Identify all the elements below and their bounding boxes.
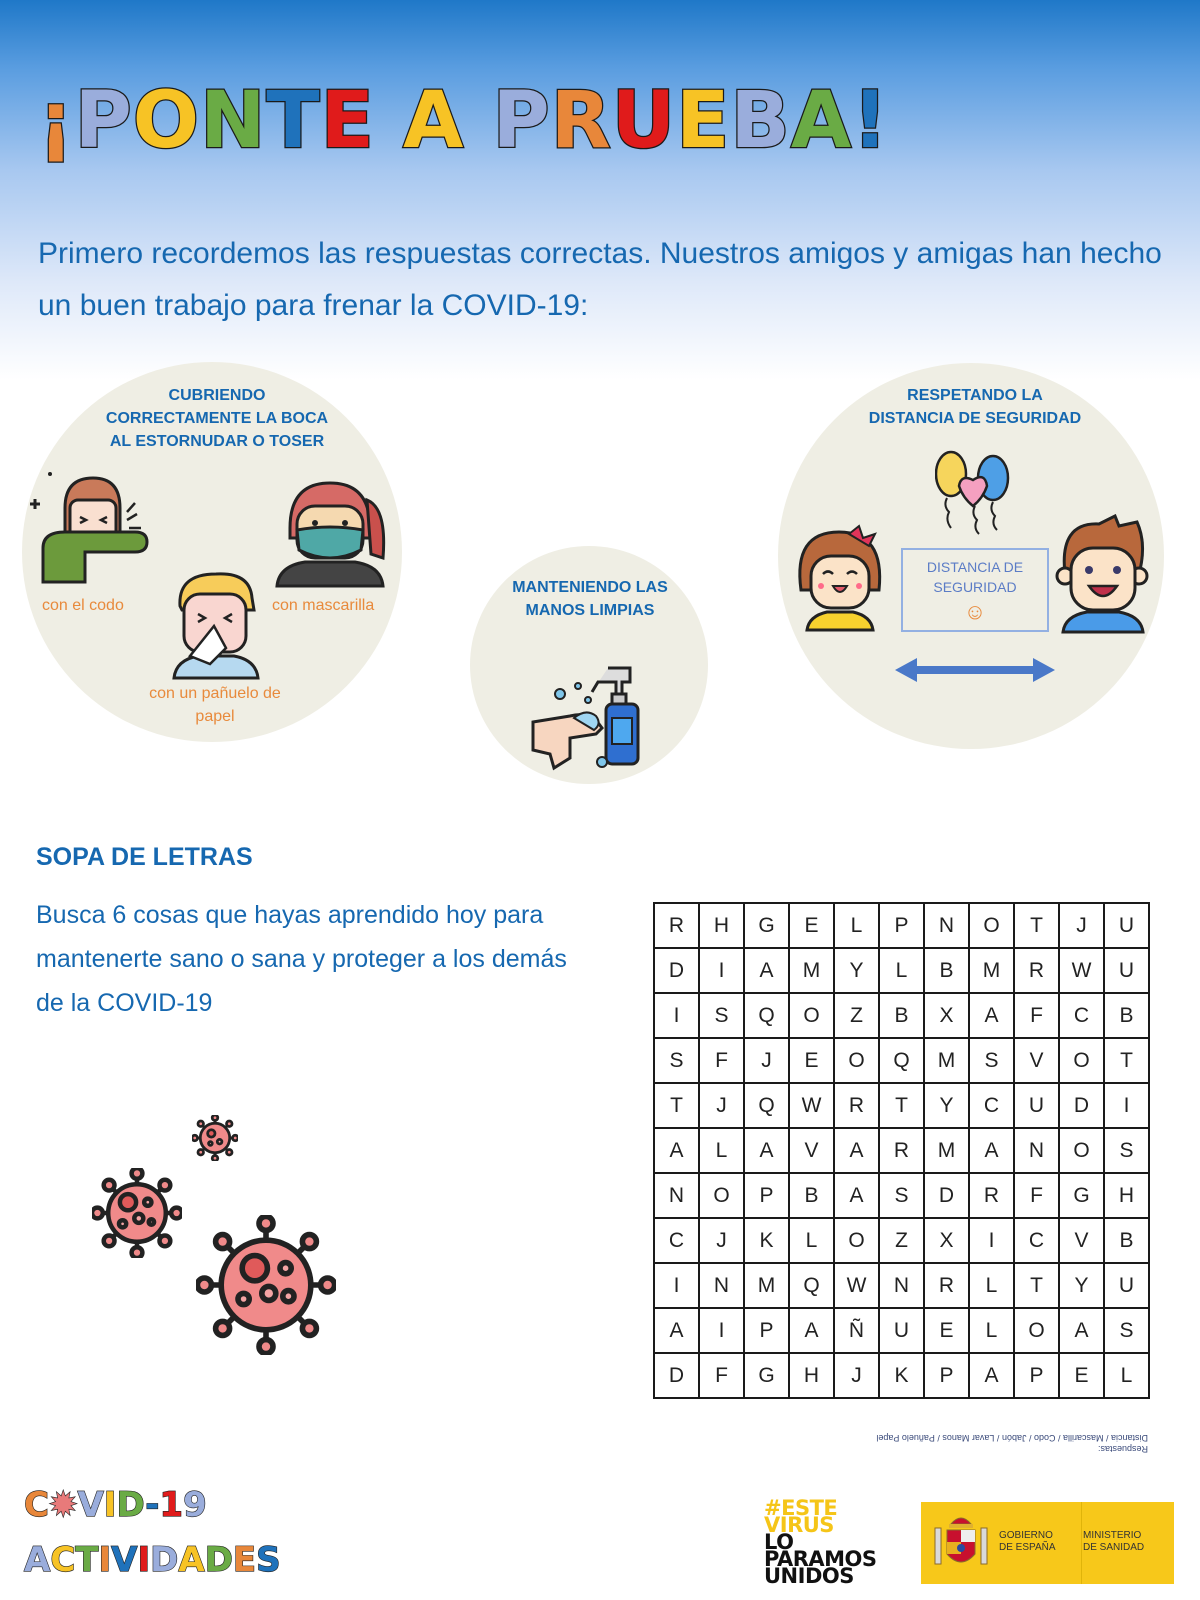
grid-cell[interactable]: R [924, 1263, 969, 1308]
grid-cell[interactable]: N [699, 1263, 744, 1308]
covid-logo-letter: V [77, 1485, 104, 1525]
grid-row [654, 1173, 1149, 1218]
grid-cell[interactable]: A [654, 1128, 699, 1173]
actividades-letter: A [178, 1540, 205, 1580]
grid-cell[interactable]: U [1104, 903, 1149, 948]
title-letter: A [403, 76, 465, 166]
grid-cell[interactable]: O [834, 1038, 879, 1083]
virus-icon-large [196, 1215, 336, 1355]
title-letter: T [266, 76, 321, 166]
grid-cell[interactable]: T [879, 1083, 924, 1128]
grid-cell[interactable]: A [834, 1173, 879, 1218]
gobierno-espana-text: GOBIERNO DE ESPAÑA [999, 1530, 1056, 1553]
grid-cell[interactable]: K [744, 1218, 789, 1263]
grid-cell[interactable]: L [834, 903, 879, 948]
gobierno-espana-ministerio-sanidad-logo [921, 1502, 1174, 1584]
grid-cell[interactable]: M [789, 948, 834, 993]
grid-cell[interactable]: F [699, 1353, 744, 1398]
smiley-icon: ☺ [963, 599, 987, 624]
grid-cell[interactable]: J [834, 1353, 879, 1398]
caption-mask: con mascarilla [272, 597, 375, 614]
grid-row [654, 1263, 1149, 1308]
handwash-soap-icon [530, 660, 650, 772]
grid-cell[interactable]: F [1014, 1173, 1059, 1218]
actividades-logo [24, 1540, 281, 1580]
grid-cell[interactable]: P [744, 1173, 789, 1218]
caption-tissue: con un pañuelo de papel [149, 685, 281, 725]
grid-row [654, 1353, 1149, 1398]
grid-cell[interactable]: N [924, 903, 969, 948]
grid-cell[interactable]: R [654, 903, 699, 948]
grid-cell[interactable]: S [699, 993, 744, 1038]
grid-cell[interactable]: L [879, 948, 924, 993]
grid-cell[interactable]: Y [924, 1083, 969, 1128]
title-letter: N [200, 76, 267, 166]
covid-logo-letter: 1 [159, 1485, 184, 1525]
grid-cell[interactable]: A [969, 993, 1014, 1038]
grid-cell[interactable]: R [879, 1128, 924, 1173]
grid-cell[interactable]: S [879, 1173, 924, 1218]
grid-cell[interactable]: P [924, 1353, 969, 1398]
double-arrow-icon [895, 658, 1055, 682]
grid-cell[interactable]: O [1059, 1038, 1104, 1083]
title-letter: P [492, 76, 551, 166]
grid-cell[interactable]: T [1014, 1263, 1059, 1308]
grid-cell[interactable]: G [744, 903, 789, 948]
covid-logo-letter: D [116, 1485, 146, 1525]
grid-cell[interactable]: H [789, 1353, 834, 1398]
grid-cell[interactable]: A [789, 1308, 834, 1353]
grid-cell[interactable]: S [1104, 1308, 1149, 1353]
title-letter [464, 76, 492, 166]
grid-row [654, 1083, 1149, 1128]
grid-cell[interactable]: J [699, 1083, 744, 1128]
grid-cell[interactable]: W [789, 1083, 834, 1128]
grid-cell[interactable]: D [924, 1173, 969, 1218]
grid-cell[interactable]: Q [744, 993, 789, 1038]
grid-cell[interactable]: H [699, 903, 744, 948]
grid-cell[interactable]: G [1059, 1173, 1104, 1218]
grid-cell[interactable]: S [1104, 1128, 1149, 1173]
grid-cell[interactable]: B [1104, 1218, 1149, 1263]
grid-cell[interactable]: O [789, 993, 834, 1038]
grid-cell[interactable]: L [969, 1263, 1014, 1308]
grid-cell[interactable]: M [924, 1038, 969, 1083]
grid-cell[interactable]: M [744, 1263, 789, 1308]
title-letter: E [320, 76, 375, 166]
grid-cell[interactable]: T [1104, 1038, 1149, 1083]
gob-divider [1081, 1502, 1082, 1584]
grid-cell[interactable]: O [1014, 1308, 1059, 1353]
actividades-letter: C [50, 1540, 76, 1580]
grid-cell[interactable]: D [654, 948, 699, 993]
grid-cell[interactable]: J [744, 1038, 789, 1083]
grid-cell[interactable]: I [969, 1218, 1014, 1263]
grid-cell[interactable]: S [969, 1038, 1014, 1083]
title-letter: E [676, 76, 731, 166]
grid-cell[interactable]: O [969, 903, 1014, 948]
grid-cell[interactable]: I [699, 948, 744, 993]
grid-cell[interactable]: I [1104, 1083, 1149, 1128]
actividades-letter: D [204, 1540, 233, 1580]
safety-distance-box: DISTANCIA DE SEGURIDAD ☺ [901, 548, 1049, 632]
grid-cell[interactable]: A [1059, 1308, 1104, 1353]
grid-cell[interactable]: M [969, 948, 1014, 993]
boy-face-icon [1055, 514, 1150, 634]
word-search-instructions: Busca 6 cosas que hayas aprendido hoy para mantenerte sano o sana y proteger a los demás de la COVID-19 [36, 901, 567, 1017]
actividades-letter: I [98, 1540, 112, 1580]
grid-cell[interactable]: T [1014, 903, 1059, 948]
actividades-letter: I [137, 1540, 151, 1580]
title-letter: A [790, 76, 853, 166]
grid-cell[interactable]: P [1014, 1353, 1059, 1398]
grid-cell[interactable]: A [969, 1128, 1014, 1173]
grid-row [654, 1218, 1149, 1263]
grid-cell[interactable]: L [1104, 1353, 1149, 1398]
grid-cell[interactable]: E [1059, 1353, 1104, 1398]
title-letter: ! [852, 76, 889, 166]
grid-cell[interactable]: R [969, 1173, 1014, 1218]
grid-cell[interactable]: Y [1059, 1263, 1104, 1308]
grid-cell[interactable]: I [654, 993, 699, 1038]
grid-cell[interactable]: O [699, 1173, 744, 1218]
girl-face-icon [793, 522, 888, 632]
grid-cell[interactable]: Z [834, 993, 879, 1038]
covid-logo-letter: - [145, 1485, 160, 1525]
title-letter: U [611, 76, 677, 166]
actividades-letter: A [24, 1540, 51, 1580]
covid-logo-letter: I [103, 1485, 117, 1525]
title-letter: B [730, 76, 791, 166]
grid-cell[interactable]: X [924, 1218, 969, 1263]
grid-cell[interactable]: J [699, 1218, 744, 1263]
grid-cell[interactable]: F [699, 1038, 744, 1083]
grid-cell[interactable]: I [699, 1308, 744, 1353]
grid-row [654, 903, 1149, 948]
grid-cell[interactable]: F [1014, 993, 1059, 1038]
virus-icon-medium [92, 1168, 182, 1258]
grid-cell[interactable]: U [1104, 1263, 1149, 1308]
grid-cell[interactable]: L [969, 1308, 1014, 1353]
grid-cell[interactable]: P [744, 1308, 789, 1353]
grid-cell[interactable]: Q [789, 1263, 834, 1308]
grid-cell[interactable]: C [1014, 1218, 1059, 1263]
grid-cell[interactable]: W [1059, 948, 1104, 993]
grid-cell[interactable]: C [1059, 993, 1104, 1038]
virus-icon-small [192, 1115, 238, 1161]
grid-cell[interactable]: S [654, 1038, 699, 1083]
grid-cell[interactable]: O [1059, 1128, 1104, 1173]
word-search-grid [653, 902, 1150, 1399]
grid-cell[interactable]: E [789, 903, 834, 948]
grid-cell[interactable]: K [879, 1353, 924, 1398]
caption-elbow: con el codo [42, 597, 124, 614]
grid-cell[interactable]: V [1014, 1038, 1059, 1083]
sneeze-elbow-icon [25, 470, 150, 590]
answers-upside-down: Respuestas: Distancia / Mascarilla / Codo / Jabón / Lavar Manos / Pañuelo Papel [876, 1433, 1148, 1454]
intro-text: Primero recordemos las respuestas correctas. Nuestros amigos y amigas han hecho un buen trabajo para frenar la COVID-19: [38, 237, 1162, 322]
distance-title: RESPETANDO LA DISTANCIA DE SEGURIDAD [868, 387, 1082, 427]
grid-cell[interactable]: D [654, 1353, 699, 1398]
grid-cell[interactable]: Q [744, 1083, 789, 1128]
grid-cell[interactable]: U [1014, 1083, 1059, 1128]
grid-cell[interactable]: B [1104, 993, 1149, 1038]
covid19-logo [24, 1485, 207, 1525]
grid-row [654, 993, 1149, 1038]
grid-cell[interactable]: Ñ [834, 1308, 879, 1353]
actividades-letter: D [150, 1540, 179, 1580]
grid-cell[interactable]: A [654, 1308, 699, 1353]
grid-cell[interactable]: N [1014, 1128, 1059, 1173]
balloons-icon [935, 450, 1015, 536]
ministerio-sanidad-text: MINISTERIO DE SANIDAD [1083, 1530, 1145, 1553]
grid-cell[interactable]: I [654, 1263, 699, 1308]
grid-row [654, 1308, 1149, 1353]
word-search-title: SOPA DE LETRAS [36, 843, 253, 871]
actividades-letter: S [256, 1540, 281, 1580]
clean-hands-title: MANTENIENDO LAS MANOS LIMPIAS [512, 579, 668, 619]
grid-row [654, 1128, 1149, 1173]
grid-cell[interactable]: B [879, 993, 924, 1038]
covid-logo-letter: 9 [183, 1485, 207, 1525]
grid-cell[interactable]: O [834, 1218, 879, 1263]
spain-coat-of-arms-icon [933, 1514, 989, 1572]
grid-cell[interactable]: A [744, 1128, 789, 1173]
mask-girl-icon [275, 478, 390, 588]
este-virus-lo-paramos-unidos-logo: #ESTE VIRUS LO PARAMOS UNIDOS [764, 1496, 877, 1588]
title-letter: O [132, 76, 201, 166]
grid-cell[interactable]: R [1014, 948, 1059, 993]
grid-cell[interactable]: M [924, 1128, 969, 1173]
grid-cell[interactable]: Z [879, 1218, 924, 1263]
grid-cell[interactable]: Q [879, 1038, 924, 1083]
title-letter: P [74, 76, 133, 166]
title-letter: ¡ [38, 76, 75, 166]
covid-logo-letter: C [24, 1485, 49, 1525]
grid-cell[interactable]: G [744, 1353, 789, 1398]
grid-cell[interactable]: P [879, 903, 924, 948]
grid-cell[interactable]: A [834, 1128, 879, 1173]
grid-cell[interactable]: D [1059, 1083, 1104, 1128]
grid-cell[interactable]: L [789, 1218, 834, 1263]
grid-row [654, 948, 1149, 993]
actividades-letter: V [111, 1540, 138, 1580]
grid-row [654, 1038, 1149, 1083]
covid-logo-letter: ✹ [48, 1485, 78, 1525]
grid-cell[interactable]: N [879, 1263, 924, 1308]
grid-cell[interactable]: E [924, 1308, 969, 1353]
page-title [38, 76, 889, 166]
grid-cell[interactable]: V [789, 1128, 834, 1173]
grid-cell[interactable]: B [924, 948, 969, 993]
grid-cell[interactable]: U [1104, 948, 1149, 993]
grid-cell[interactable]: H [1104, 1173, 1149, 1218]
grid-cell[interactable]: N [654, 1173, 699, 1218]
grid-cell[interactable]: J [1059, 903, 1104, 948]
grid-cell[interactable]: U [879, 1308, 924, 1353]
grid-cell[interactable]: E [789, 1038, 834, 1083]
grid-cell[interactable]: V [1059, 1218, 1104, 1263]
title-letter: R [550, 76, 612, 166]
grid-cell[interactable]: R [834, 1083, 879, 1128]
tissue-boy-icon [168, 568, 263, 680]
grid-cell[interactable]: A [744, 948, 789, 993]
actividades-letter: E [232, 1540, 257, 1580]
grid-cell[interactable]: L [699, 1128, 744, 1173]
grid-cell[interactable]: B [789, 1173, 834, 1218]
grid-cell[interactable]: T [654, 1083, 699, 1128]
cover-mouth-title: CUBRIENDO CORRECTAMENTE LA BOCA AL ESTORNUDAR O TOSER [105, 387, 329, 450]
grid-cell[interactable]: X [924, 993, 969, 1038]
actividades-letter: T [75, 1540, 99, 1580]
grid-cell[interactable]: Y [834, 948, 879, 993]
grid-cell[interactable]: C [654, 1218, 699, 1263]
grid-cell[interactable]: C [969, 1083, 1014, 1128]
grid-cell[interactable]: W [834, 1263, 879, 1308]
grid-cell[interactable]: A [969, 1353, 1014, 1398]
title-letter [375, 76, 403, 166]
